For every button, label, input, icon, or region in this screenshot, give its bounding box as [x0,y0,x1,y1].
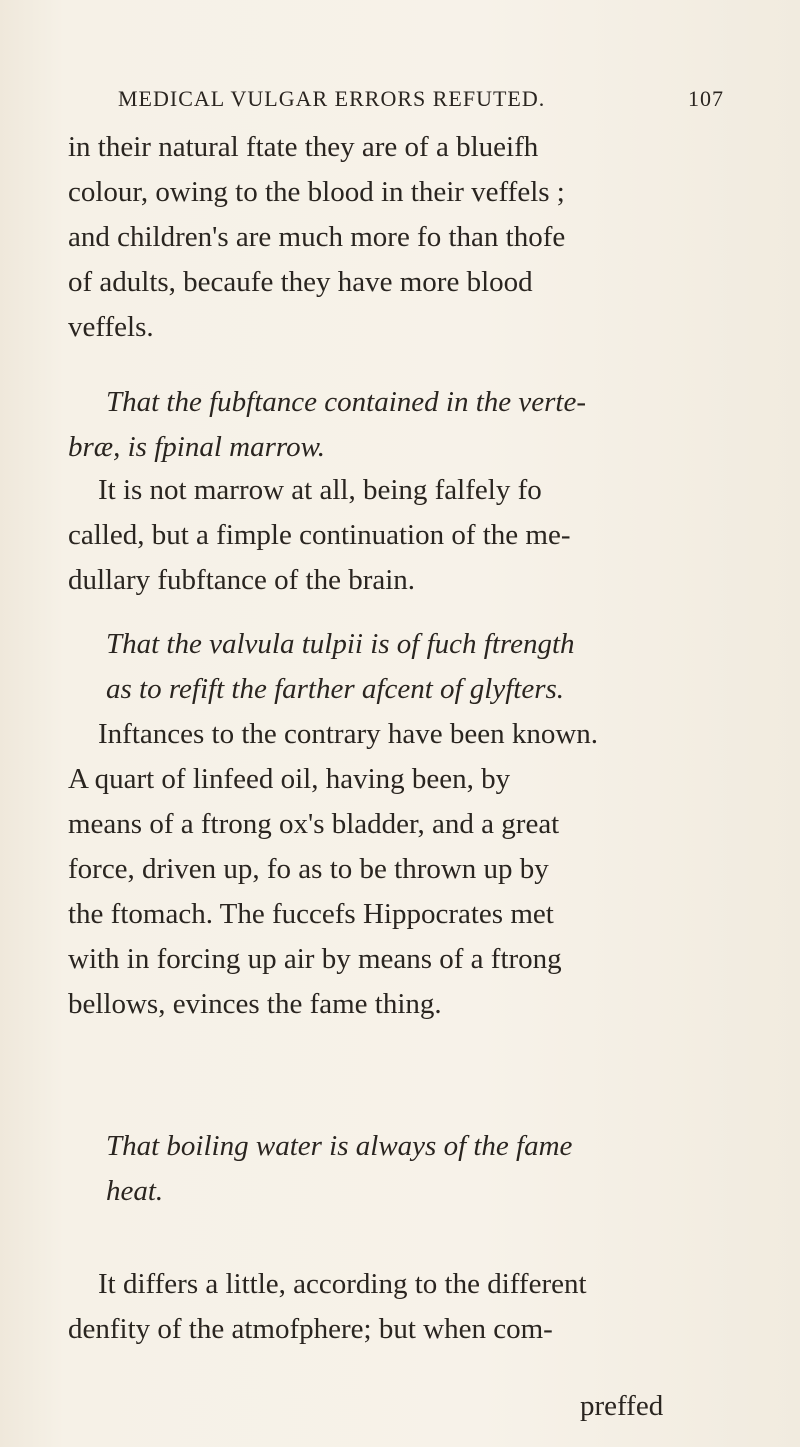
paragraph-3 [68,712,688,1027]
text-line: colour, owing to the blood in their veffels ; [68,176,565,208]
text-line: veffels. [68,311,154,343]
running-title: MEDICAL VULGAR ERRORS REFUTED. [118,86,546,111]
heading-line: bræ, is fpinal marrow. [68,431,326,463]
heading-line: That boiling water is always of the fame [106,1130,573,1162]
text-line: means of a ftrong ox's bladder, and a great [68,808,560,840]
text-line: It differs a little, according to the different [98,1268,587,1300]
text-line: called, but a fimple continuation of the me- [68,519,571,551]
paragraph-2 [68,468,688,603]
text-line: with in forcing up air by means of a ftrong [68,943,562,975]
text-line: of adults, becaufe they have more blood [68,266,533,298]
heading-line: heat. [106,1175,164,1207]
text-line: A quart of linfeed oil, having been, by [68,763,511,795]
text-line: and children's are much more fo than thofe [68,221,566,253]
text-line: Inftances to the contrary have been known. [98,718,599,750]
heading-2 [68,622,688,712]
heading-line: That the valvula tulpii is of fuch ftrength [106,628,575,660]
catchword: preffed [580,1390,664,1422]
text-line: force, driven up, fo as to be thrown up by [68,853,549,885]
heading-3 [68,1124,688,1214]
text-line: denfity of the atmofphere; but when com- [68,1313,553,1345]
heading-1 [68,380,688,470]
text-line: It is not marrow at all, being falfely fo [98,474,542,506]
heading-line: That the fubftance contained in the verte- [106,386,586,418]
heading-line: as to refift the farther afcent of glyfters. [106,673,565,705]
page-number: 107 [688,86,724,111]
paragraph-4 [68,1262,688,1352]
text-line: the ftomach. The fuccefs Hippocrates met [68,898,554,930]
text-line: bellows, evinces the fame thing. [68,988,442,1020]
text-line: dullary fubftance of the brain. [68,564,416,596]
page-header [118,86,724,112]
text-line: in their natural ftate they are of a blueifh [68,131,539,163]
paragraph-1 [68,125,688,350]
